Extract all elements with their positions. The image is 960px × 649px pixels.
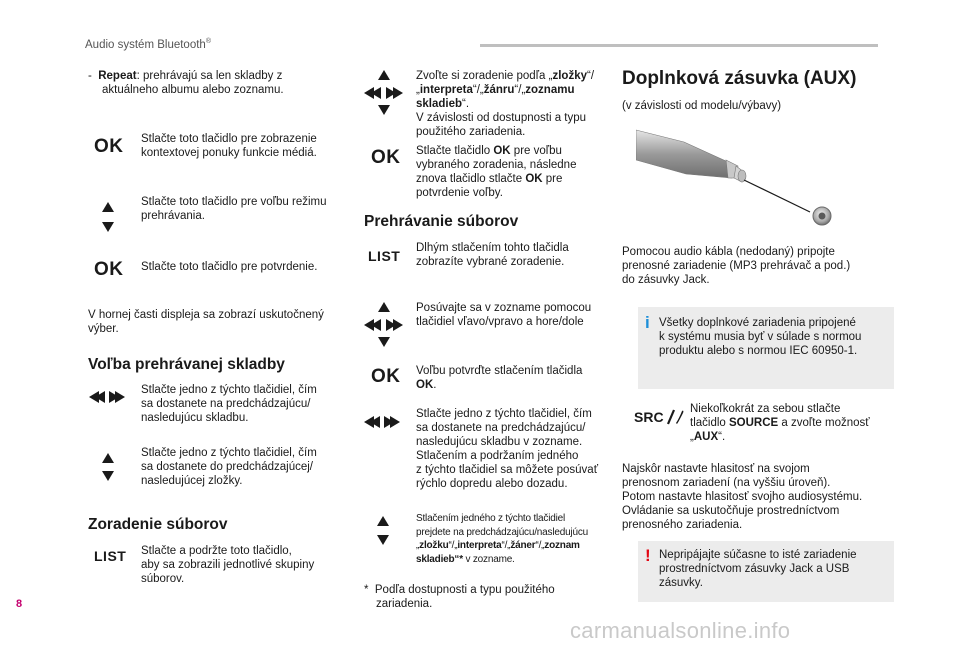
- warning-icon: !: [645, 546, 651, 565]
- footnote-star: *: [364, 584, 369, 596]
- mode-text: [141, 195, 327, 223]
- ud-folder: zložku: [419, 540, 449, 551]
- ud-genre: žáner: [510, 540, 536, 551]
- four-way-arrows-icon: [364, 70, 404, 116]
- volume-line-4: Ovládanie sa uskutočňuje prostredníctvom: [622, 505, 840, 517]
- display-line-2: výber.: [88, 323, 119, 335]
- warning-text: [659, 548, 857, 590]
- four-way-arrows-icon: [364, 302, 404, 348]
- src-label: SRC: [634, 409, 664, 425]
- src-line-1: Niekoľkokrát za sebou stlačte: [690, 403, 841, 415]
- ok-choice-line-3-tail: pre: [542, 173, 563, 185]
- ok-confirm-text: Stlačte toto tlačidlo pre potvrdenie.: [141, 261, 318, 273]
- track-line-2: sa dostanete na predchádzajúcu/: [141, 398, 311, 410]
- ud-line-2: prejdete na predchádzajúcu/nasledujúcu: [416, 526, 588, 538]
- src-aux: AUX: [693, 431, 719, 443]
- ok-button-icon: OK: [94, 136, 124, 157]
- lr-line-2: sa dostanete na predchádzajúcu/: [416, 422, 586, 434]
- sort-list: zoznamu: [525, 84, 575, 96]
- ud-list: zoznam: [544, 540, 580, 551]
- up-arrow-icon: [377, 516, 389, 526]
- model-note: (v závislosti od modelu/výbavy): [622, 100, 782, 112]
- down-arrow-icon: [377, 535, 389, 545]
- info-icon: i: [645, 313, 650, 332]
- list-long-text: [416, 241, 569, 269]
- jack-plug-illustration: [636, 120, 840, 226]
- ok-choice-lead: Stlačte tlačidlo: [416, 145, 494, 157]
- ud-q2: “/„: [448, 540, 458, 551]
- availability-line-2: použitého zariadenia.: [416, 126, 526, 138]
- footnote-line-1: Podľa dostupnosti a typu použitého: [374, 584, 555, 596]
- warning-line-1: Nepripájajte súčasne to isté zariadenie: [659, 549, 857, 561]
- mode-line-1: Stlačte toto tlačidlo pre voľbu režimu: [141, 196, 327, 208]
- info-line-2: k systému musia byť v súlade s normou: [659, 331, 862, 343]
- cable-line-1: Pomocou audio kábla (nedodaný) pripojte: [622, 246, 835, 258]
- sort-sep-2: „: [416, 84, 420, 96]
- footnote-line-2: zariadenia.: [376, 598, 433, 610]
- info-text: [659, 316, 861, 358]
- src-line-2: tlačidlo: [690, 417, 729, 429]
- repeat-description: [88, 69, 284, 97]
- header-title: [85, 38, 211, 51]
- sort-sep-4: “/„: [514, 84, 526, 96]
- src-button-icon: [634, 408, 686, 426]
- track-line-3: nasledujúcu skladbu.: [141, 412, 249, 424]
- ok-choice-ok-2: OK: [525, 173, 543, 185]
- page-number: 8: [16, 598, 23, 610]
- ud-q5: “*: [454, 553, 463, 565]
- ok-menu-text: [141, 132, 317, 160]
- ok-confirm-choice-text: [416, 364, 582, 392]
- ok-button-icon: OK: [94, 259, 124, 280]
- ok-choice-line-3: znova tlačidlo stlačte: [416, 173, 526, 185]
- availability-line-1: V závislosti od dostupnosti a typu: [416, 112, 587, 124]
- src-line-2-tail: a zvoľte možnosť: [778, 417, 870, 429]
- ok-confirm-dot: .: [433, 379, 437, 391]
- ok-button-icon: OK: [371, 366, 401, 387]
- ok-choice-line-2: vybraného zoradenia, následne: [416, 159, 577, 171]
- sort-choice-lead: Zvoľte si zoradenie podľa „: [416, 70, 553, 82]
- down-arrow-icon: [102, 222, 114, 232]
- watermark: carmanualsonline.info: [570, 618, 791, 643]
- sort-sep-5: “.: [462, 98, 470, 110]
- section-sort-title: Zoradenie súborov: [88, 516, 228, 533]
- sort-sep-3: “/„: [472, 84, 484, 96]
- volume-line-1: Najskôr nastavte hlasitosť na svojom: [622, 463, 810, 475]
- volume-text: [622, 462, 862, 532]
- list-button-icon: LIST: [368, 248, 401, 264]
- left-right-arrows-icon: [364, 416, 400, 428]
- cable-text: [622, 245, 850, 287]
- track-text: [141, 383, 317, 425]
- folder-line-2: sa dostanete do predchádzajúcej/: [141, 461, 313, 473]
- src-q1: „: [690, 431, 694, 443]
- info-line-3: produktu alebo s normou IEC 60950-1.: [659, 345, 858, 357]
- footnote: [364, 583, 555, 611]
- section-track-title: Voľba prehrávanej skladby: [88, 356, 285, 373]
- ok-confirm-ok: OK: [416, 379, 434, 391]
- ok-confirm-line-1: Voľbu potvrďte stlačením tlačidla: [416, 365, 583, 377]
- ud-tracks: skladieb: [416, 553, 455, 565]
- list-long-line-2: zobrazíte vybrané zoradenie.: [416, 256, 565, 268]
- folder-line-1: Stlačte jedno z týchto tlačidiel, čím: [141, 447, 317, 459]
- cable-line-3: do zásuvky Jack.: [622, 274, 710, 286]
- lr-line-3: nasledujúcu skladbu v zozname.: [416, 436, 583, 448]
- folder-line-3: nasledujúcej zložky.: [141, 475, 243, 487]
- volume-line-3: Potom nastavte hlasitosť svojho audiosystému.: [622, 491, 863, 503]
- ud-list-text: [416, 512, 588, 566]
- ud-q4: “/„: [535, 540, 545, 551]
- sort-genre: žánru: [483, 84, 515, 96]
- mode-line-2: prehrávania.: [141, 210, 205, 222]
- volume-line-5: prenosného zariadenia.: [622, 519, 743, 531]
- lr-list-text: [416, 407, 598, 491]
- warning-line-2: prostredníctvom zásuvky Jack a USB: [659, 563, 850, 575]
- repeat-text-2: aktuálneho albumu alebo zoznamu.: [102, 84, 284, 96]
- display-text: [88, 308, 324, 336]
- ud-line-1: Stlačením jedného z týchto tlačidiel: [416, 513, 565, 524]
- list-text: [141, 544, 314, 586]
- scroll-line-1: Posúvajte sa v zozname pomocou: [416, 302, 592, 314]
- sort-tracks: skladieb: [416, 98, 463, 110]
- ok-choice-ok: OK: [493, 145, 511, 157]
- up-arrow-icon: [102, 453, 114, 463]
- folder-text: [141, 446, 317, 488]
- left-right-arrows-icon: [89, 391, 125, 403]
- ok-button-icon: OK: [371, 147, 401, 168]
- src-q2: “.: [718, 431, 726, 443]
- ud-q1: „: [416, 540, 420, 551]
- src-text: [690, 402, 870, 444]
- info-line-1: Všetky doplnkové zariadenia pripojené: [659, 317, 856, 329]
- section-aux-title: Doplnková zásuvka (AUX): [622, 68, 857, 89]
- lr-line-6: rýchlo dopredu alebo dozadu.: [416, 478, 568, 490]
- ud-artist: interpreta: [457, 540, 502, 551]
- section-play-title: Prehrávanie súborov: [364, 213, 519, 230]
- sort-sep-1: “/: [587, 70, 595, 82]
- list-line-1: Stlačte a podržte toto tlačidlo,: [141, 545, 292, 557]
- warning-line-3: zásuvky.: [659, 577, 703, 589]
- list-line-3: súborov.: [141, 573, 185, 585]
- ok-choice-text: [416, 144, 576, 200]
- display-line-1: V hornej časti displeja sa zobrazí uskutočnený: [88, 309, 324, 321]
- sort-artist: interpreta: [419, 84, 473, 96]
- ud-tail: v zozname.: [462, 553, 515, 565]
- lr-line-1: Stlačte jedno z týchto tlačidiel, čím: [416, 408, 592, 420]
- volume-line-2: prenosnom zariadení (na vyššiu úroveň).: [622, 477, 831, 489]
- registered-mark: ®: [205, 38, 211, 45]
- sort-choice-text: [416, 69, 594, 139]
- up-arrow-icon: [102, 202, 114, 212]
- repeat-label: Repeat: [98, 70, 137, 82]
- ok-choice-tail: pre voľbu: [510, 145, 562, 157]
- sort-folder: zložky: [552, 70, 587, 82]
- bullet-dash: -: [88, 70, 92, 82]
- header-divider: [480, 44, 878, 47]
- list-long-line-1: Dlhým stlačením tohto tlačidla: [416, 242, 569, 254]
- ud-q3: “/„: [501, 540, 511, 551]
- lr-line-4: Stlačením a podržaním jedného: [416, 450, 579, 462]
- ok-menu-line-1: Stlačte toto tlačidlo pre zobrazenie: [141, 133, 317, 145]
- scroll-line-2: tlačidiel vľavo/vpravo a hore/dole: [416, 316, 584, 328]
- lr-line-5: z týchto tlačidiel sa môžete posúvať: [416, 464, 599, 476]
- down-arrow-icon: [102, 471, 114, 481]
- phone-slash-icon: [664, 408, 686, 426]
- src-source: SOURCE: [729, 417, 779, 429]
- list-button-icon: LIST: [94, 548, 127, 564]
- header-title-text: Audio systém Bluetooth: [85, 38, 206, 51]
- ok-choice-line-4: potvrdenie voľby.: [416, 187, 503, 199]
- repeat-text: : prehrávajú sa len skladby z: [136, 70, 283, 82]
- list-line-2: aby sa zobrazili jednotlivé skupiny: [141, 559, 315, 571]
- cable-line-2: prenosné zariadenie (MP3 prehrávač a pod.): [622, 260, 851, 272]
- ok-menu-line-2: kontextovej ponuky funkcie médiá.: [141, 147, 317, 159]
- track-line-1: Stlačte jedno z týchto tlačidiel, čím: [141, 384, 317, 396]
- scroll-text: [416, 301, 591, 329]
